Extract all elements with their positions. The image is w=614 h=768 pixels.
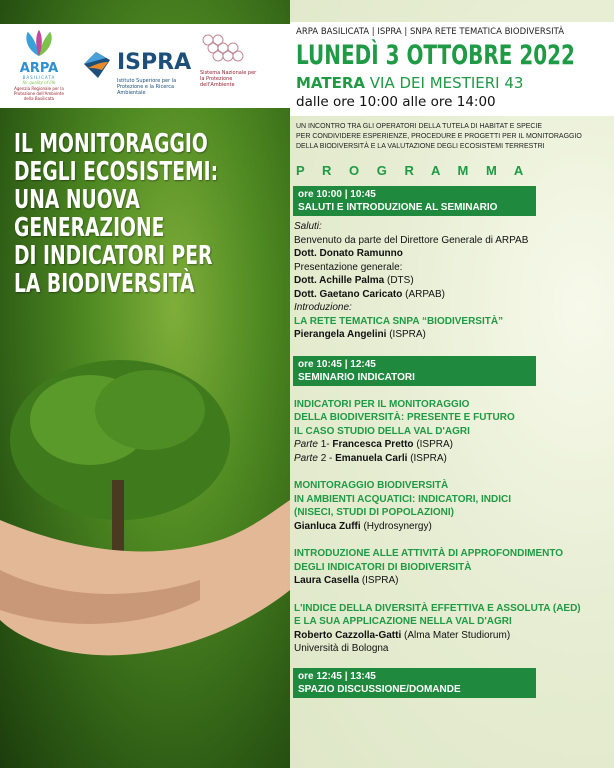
intro-text: UN INCONTRO TRA GLI OPERATORI DELLA TUTELA DI HABITAT E SPECIE PER CONDIVIDERE ESPERIENZE, PROCEDURE E PROGETTI PER IL MONITORAGGIO DELLA BIODIVERSITÀ E LA VALUTAZIONE DEGLI ECOSISTEMI TERRESTRI (296, 123, 582, 150)
event-hours: dalle ore 10:00 alle ore 14:00 (296, 94, 496, 110)
event-location: MATERA VIA DEI MESTIERI 43 (296, 74, 524, 92)
poster-title: IL MONITORAGGIO DEGLI ECOSISTEMI: UNA NUOVA GENERAZIONE DI INDICATORI PER LA BIODIVERSITÀ (14, 129, 219, 299)
talk-aed: L'INDICE DELLA DIVERSITÀ EFFETTIVA E ASSOLUTA (AED) E LA SUA APPLICAZIONE NELLA VAL D'AGRI Roberto Cazzolla-Gatti (Alma Mater Studiorum) Università di Bologna (294, 602, 581, 654)
session-3-header: ore 12:45 | 13:45 SPAZIO DISCUSSIONE/DOMANDE (293, 668, 536, 698)
event-header (290, 22, 614, 116)
arpa-flower-icon (19, 28, 59, 58)
snpa-hexagons-icon (200, 34, 250, 66)
arpa-logo: ARPA BASILICATA for quality of life Agenzia Regionale per la Protezione dell'Ambiente della Basilicata (10, 28, 68, 101)
logo-band: ARPA BASILICATA for quality of life Agenzia Regionale per la Protezione dell'Ambiente della Basilicata ISPRA Istituto Superiore per la Protezione e la Ricerca Ambientale Sistema Nazionale per la Protezione dell'Ambiente (0, 24, 290, 108)
talk-acquatici: MONITORAGGIO BIODIVERSITÀ IN AMBIENTI ACQUATICI: INDICATORI, INDICI (NISECI, STUDI DI POPOLAZIONI) Gianluca Zuffi (Hydrosynergy) (294, 480, 512, 532)
session-1-header: ore 10:00 | 10:45 SALUTI E INTRODUZIONE AL SEMINARIO (293, 186, 536, 216)
snpa-logo: Sistema Nazionale per la Protezione dell'Ambiente (200, 34, 260, 88)
programma-heading: P R O G R A M M A (296, 163, 531, 178)
talk-indicatori: INDICATORI PER IL MONITORAGGIO DELLA BIODIVERSITÀ: PRESENTE E FUTURO IL CASO STUDIO DELLA VAL D'AGRI Parte 1- Francesca Pretto (ISPRA) Parte 2 - Emanuela Carli (ISPRA) (294, 398, 515, 464)
session-1-content: Saluti: Benvenuto da parte del Direttore Generale di ARPAB Dott. Donato Ramunno Presentazione generale: Dott. Achille Palma (DTS) Dott. Gaetano Caricato (ARPAB) Introduzione: LA RETE TEMATICA SNPA “BIODIVERSITÀ” Pierangela Angelini (ISPRA) (294, 221, 529, 340)
left-panel (0, 0, 290, 768)
program-column (290, 122, 614, 698)
tree-in-hand-image (0, 330, 290, 768)
organizers: ARPA BASILICATA | ISPRA | SNPA RETE TEMATICA BIODIVERSITÀ (296, 27, 565, 37)
ispra-shape-icon (82, 50, 112, 80)
session-2-header: ore 10:45 | 12:45 SEMINARIO INDICATORI (293, 356, 536, 386)
right-panel (290, 0, 614, 768)
event-date: LUNEDÌ 3 OTTOBRE 2022 (296, 40, 575, 71)
talk-approfondimento: INTRODUZIONE ALLE ATTIVITÀ DI APPROFONDIMENTO DEGLI INDICATORI DI BIODIVERSITÀ Laura Casella (ISPRA) (294, 548, 564, 586)
